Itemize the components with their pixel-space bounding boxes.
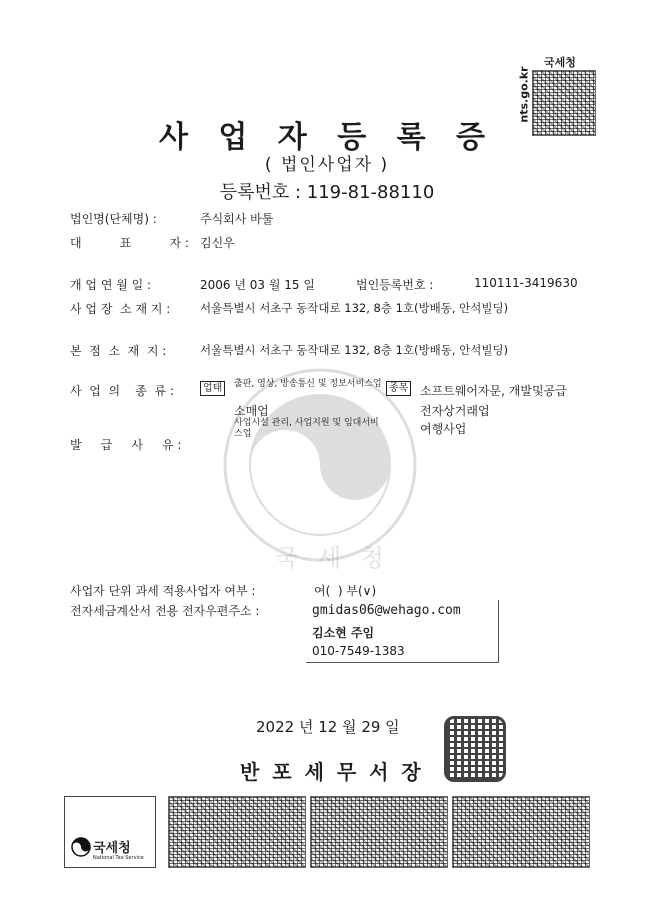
business-item-3: 여행사업	[420, 422, 467, 436]
registration-number: 119-81-88110	[306, 182, 435, 203]
email-address: gmidas06@wehago.com	[312, 603, 461, 618]
contact-name: 김소현 주임	[312, 626, 375, 640]
bottom-logo-box	[64, 796, 156, 868]
corp-name: 주식회사 바툴	[200, 212, 274, 226]
bottom-logo-name: 국세청	[93, 841, 131, 856]
hq-location: 서울특별시 서초구 동작대로 132, 8층 1호(방배동, 안석빌딩)	[200, 343, 509, 357]
corp-name-label: 법인명(단체명) :	[70, 212, 157, 226]
registration-row: 등록번호 : 119-81-88110	[219, 182, 435, 203]
business-type-tag: 업태	[200, 381, 225, 396]
location-label: 사 업 장 소 재 지 :	[70, 302, 171, 316]
unit-tax-label: 사업자 단위 과세 적용사업자 여부 :	[70, 584, 256, 598]
contact-phone: 010-7549-1383	[312, 644, 405, 658]
taegeuk-logo-icon	[71, 837, 91, 857]
business-label: 사 업 의 종 류 :	[70, 384, 174, 398]
business-type-1: 출판, 영상, 방송통신 및 정보서비스업	[234, 379, 382, 389]
security-pattern-2	[310, 796, 448, 868]
opening-date: 2006 년 03 월 15 일	[200, 278, 315, 292]
nts-agency-text: 국세청	[544, 56, 576, 69]
business-item-2: 전자상거래업	[420, 404, 490, 418]
location: 서울특별시 서초구 동작대로 132, 8층 1호(방배동, 안석빌딩)	[200, 301, 509, 315]
official-seal-icon	[444, 716, 506, 782]
unit-tax-value: 여( ) 부(∨)	[314, 584, 377, 598]
business-item-1: 소프트웨어자문, 개발및공급	[420, 384, 567, 398]
document-subtitle: ( 법인사업자 )	[264, 155, 390, 175]
hq-label: 본 점 소 재 지 :	[70, 344, 167, 358]
corp-reg-number: 110111-3419630	[474, 276, 578, 290]
issue-date: 2022 년 12 월 29 일	[256, 718, 400, 736]
document-title: 사 업 자 등 록 증	[158, 120, 496, 155]
bottom-logo-english: National Tax Service	[93, 855, 144, 861]
email-label: 전자세금계산서 전용 전자우편주소 :	[70, 604, 260, 618]
security-pattern-3	[452, 796, 590, 868]
rep-label: 대 표 자 :	[70, 236, 189, 250]
watermark-text: 국 세 청	[275, 544, 390, 572]
corp-reg-label: 법인등록번호 :	[356, 278, 434, 292]
rep-name: 김신우	[200, 236, 235, 250]
tax-office: 반 포 세 무 서 장	[240, 760, 424, 784]
business-type-3: 사업시설 관리, 사업지원 및 임대서비스업	[234, 418, 379, 439]
opening-date-label: 개 업 연 월 일 :	[70, 278, 152, 292]
security-pattern-1	[168, 796, 306, 868]
business-type-2: 소매업	[234, 404, 269, 418]
business-item-tag: 종목	[386, 381, 411, 396]
issue-reason-label: 발 급 사 유 :	[70, 438, 182, 452]
nts-url-text: nts.go.kr	[517, 66, 531, 123]
registration-label: 등록번호	[219, 182, 290, 203]
